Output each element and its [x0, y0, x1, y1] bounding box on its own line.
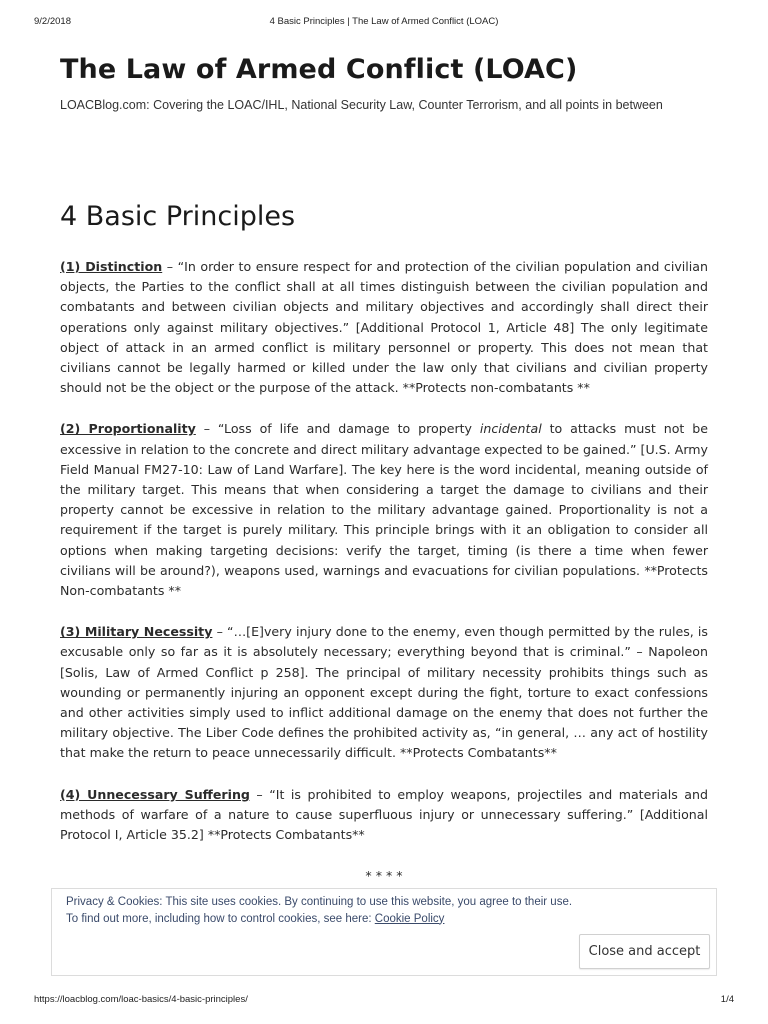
principle-text: to attacks must not be excessive in relation to the concrete and direct military advantage expected to be gained.” [U.S. Army Field Manual FM27-10: Law of Land Warfare]. The key here is the word incidental, meaning outside of the military target. This means that when considering a target the damage to civilians and their property cannot be excessive in relation to the military advantage gained. Proportionality is not a requirement if the target is purely military. This principle brings with it an obligation to consider all options when making targeting decisions: verify the target, timing (is there a time when fewer civilians will be around?), weapons used, warnings and evacuations for civilian populations. **Protects Non-combatants **	[60, 421, 708, 599]
print-header	[0, 16, 768, 30]
principle-separator: –	[195, 421, 218, 437]
print-date: 9/2/2018	[34, 16, 71, 27]
print-doc-title: 4 Basic Principles | The Law of Armed Conflict (LOAC)	[269, 16, 499, 27]
principle-term: (1) Distinction	[60, 259, 163, 274]
principle-text: “In order to ensure respect for and protection of the civilian population and civilian objects, the Parties to the conflict shall at all times distinguish between the civilian population and combatants and between civilian objects and military objectives and accordingly shall direct their operations only against military objectives.” [Additional Protocol 1, Article 48] The only legitimate object of attack in an armed conflict is military personnel or property. This does not mean that civilians cannot be legally harmed or killed under the law only that civilians and civilian property should not be the object or the purpose of the attack. **Protects non-combatants **	[60, 259, 708, 396]
principle-separator: –	[249, 786, 270, 802]
print-footer	[0, 994, 768, 1008]
principle-term: (3) Military Necessity	[60, 624, 213, 640]
cookie-banner	[51, 888, 717, 976]
cookie-notice: Privacy & Cookies: This site uses cookies. By continuing to use this website, you agree to their use.	[66, 896, 573, 908]
post-content	[60, 257, 708, 886]
section-separator: * * * *	[365, 868, 403, 884]
print-url: https://loacblog.com/loac-basics/4-basic-principles/	[34, 994, 248, 1005]
cookie-more-info	[66, 911, 586, 928]
cookie-more-info-prefix: To find out more, including how to control cookies, see here:	[66, 912, 375, 925]
principle-italic: incidental	[479, 421, 542, 437]
cookie-text	[66, 894, 586, 927]
site-description: LOACBlog.com: Covering the LOAC/IHL, National Security Law, Counter Terrorism, and all points in between	[60, 98, 663, 112]
site-title[interactable]: The Law of Armed Conflict (LOAC)	[60, 54, 578, 85]
principle-proportionality	[60, 419, 708, 601]
principle-text: “…[E]very injury done to the enemy, even though permitted by the rules, is excusable only so far as it is absolutely necessary; everything beyond that is criminal.” – Napoleon [Solis, Law of Armed Conflict p 258]. The principal of military necessity prohibits things such as wounding or permanently injuring an opponent except during the fight, torture to exact confessions and other activities simply used to inflict additional damage on the enemy that does not further the military objective. The Liber Code defines the prohibited activity as, “in general, … any act of hostility that make the return to peace unnecessarily difficult. **Protects Combatants**	[60, 624, 708, 761]
principle-term: (4) Unnecessary Suffering	[60, 786, 250, 802]
principle-text-before: “Loss of life and damage to property	[217, 421, 480, 437]
print-page-number: 1/4	[720, 994, 734, 1005]
principle-military-necessity	[60, 622, 708, 763]
close-and-accept-button[interactable]: Close and accept	[579, 934, 710, 969]
principle-distinction	[60, 257, 708, 398]
principle-text: “It is prohibited to employ weapons, projectiles and materials and methods of warfare of a nature to cause superfluous injury or unnecessary suffering.” [Additional Protocol I, Article 35.2] **Protects Combatants**	[60, 786, 709, 843]
post-title: 4 Basic Principles	[60, 201, 296, 232]
principle-unnecessary-suffering	[60, 785, 708, 846]
principle-separator: –	[162, 259, 178, 274]
principle-term: (2) Proportionality	[60, 421, 196, 437]
principle-separator: –	[212, 624, 228, 640]
cookie-policy-link[interactable]: Cookie Policy	[374, 912, 445, 925]
